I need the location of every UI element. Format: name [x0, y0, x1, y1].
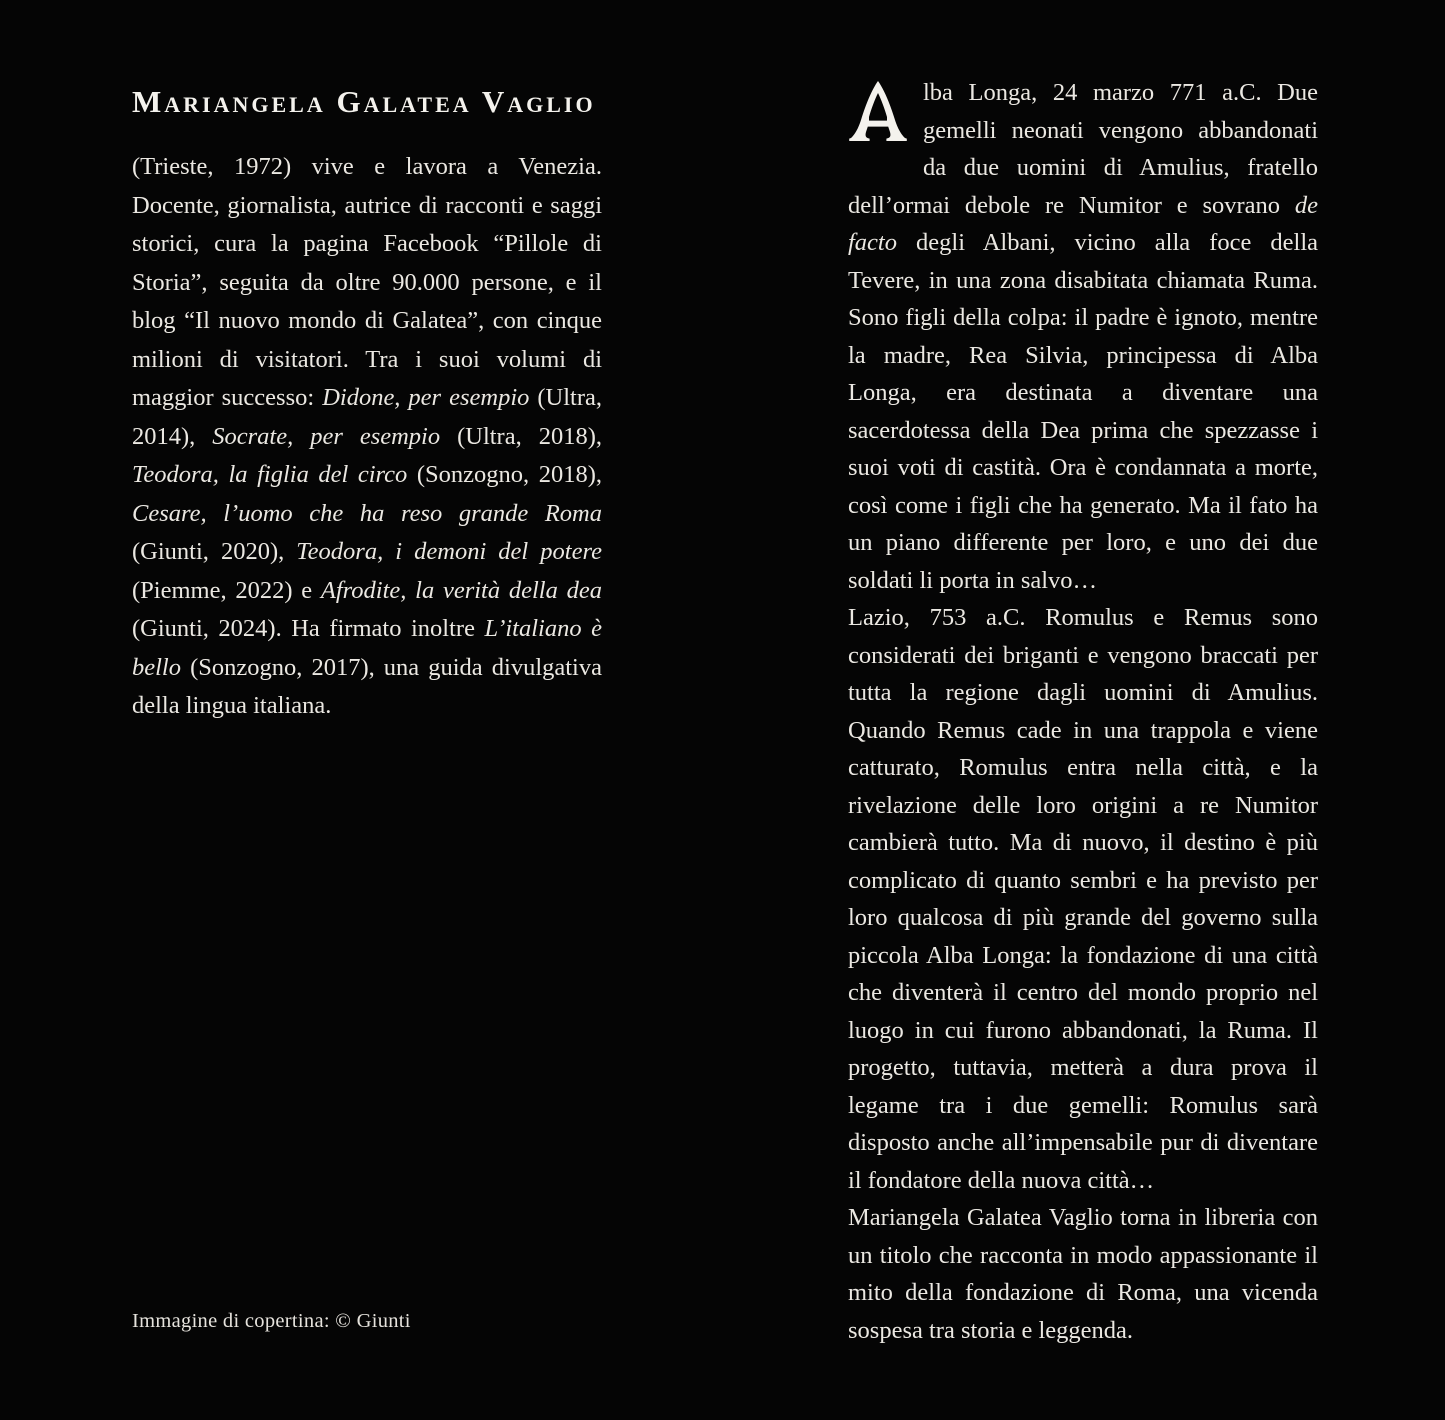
synopsis-paragraph-1	[848, 74, 1318, 599]
synopsis-paragraph-3: Mariangela Galatea Vaglio torna in libreria con un titolo che racconta in modo appassionante il mito della fondazione di Roma, una vicenda sospesa tra storia e leggenda.	[848, 1204, 1318, 1344]
synopsis-paragraph-2: Lazio, 753 a.C. Romulus e Remus sono considerati dei briganti e vengono braccati per tutta la regione dagli uomini di Amulius. Quando Remus cade in una trappola e viene catturato, Romulus entra nella città, e la rivelazione delle loro origini a re Numitor cambierà tutto. Ma di nuovo, il destino è più complicato di quanto sembri e ha previsto per loro qualcosa di più grande del governo sulla piccola Alba Longa: la fondazione di una città che diventerà il centro del mondo proprio nel luogo in cui furono abbandonati, la Ruma. Il progetto, tuttavia, metterà a dura prova il legame tra i due gemelli: Romulus sarà disposto anche all’impensabile pur di diventare il fondatore della nuova città…	[848, 604, 1318, 1194]
gothic-arch-a-icon	[848, 78, 908, 144]
author-section	[132, 84, 602, 120]
drop-cap-letter-a	[848, 78, 910, 150]
synopsis-paragraph-1-text: lba Longa, 24 marzo 771 a.C. Due gemelli neonati vengono abbandonati da due uomini di Amulius, fratello dell’ormai debole re Numitor e sovrano de facto degli Albani, vicino alla foce della Tevere, in una zona disabitata chiamata Ruma. Sono figli della colpa: il padre è ignoto, mentre la madre, Rea Silvia, principessa di Alba Longa, era destinata a diventare una sacerdotessa della Dea prima che spezzasse i suoi voti di castità. Ora è condannata a morte, così come i figli che ha generato. Ma il fato ha un piano differente per loro, e uno dei due soldati li porta in salvo…	[848, 79, 1318, 594]
cover-image-credit: Immagine di copertina: © Giunti	[132, 1310, 411, 1332]
author-bio-paragraph: (Trieste, 1972) vive e lavora a Venezia. Docente, giornalista, autrice di racconti e saggi storici, cura la pagina Facebook “Pillole di Storia”, seguita da oltre 90.000 persone, e il blog “Il nuovo mondo di Galatea”, con cinque milioni di visitatori. Tra i suoi volumi di maggior successo: Didone, per esempio (Ultra, 2014), Socrate, per esempio (Ultra, 2018), Teodora, la figlia del circo (Sonzogno, 2018), Cesare, l’uomo che ha reso grande Roma (Giunti, 2020), Teodora, i demoni del potere (Piemme, 2022) e Afrodite, la verità della dea (Giunti, 2024). Ha firmato inoltre L’italiano è bello (Sonzogno, 2017), una guida divulgativa della lingua italiana.	[132, 153, 602, 719]
author-name-heading: Mariangela Galatea Vaglio	[132, 84, 596, 119]
synopsis-section	[848, 74, 1318, 1349]
